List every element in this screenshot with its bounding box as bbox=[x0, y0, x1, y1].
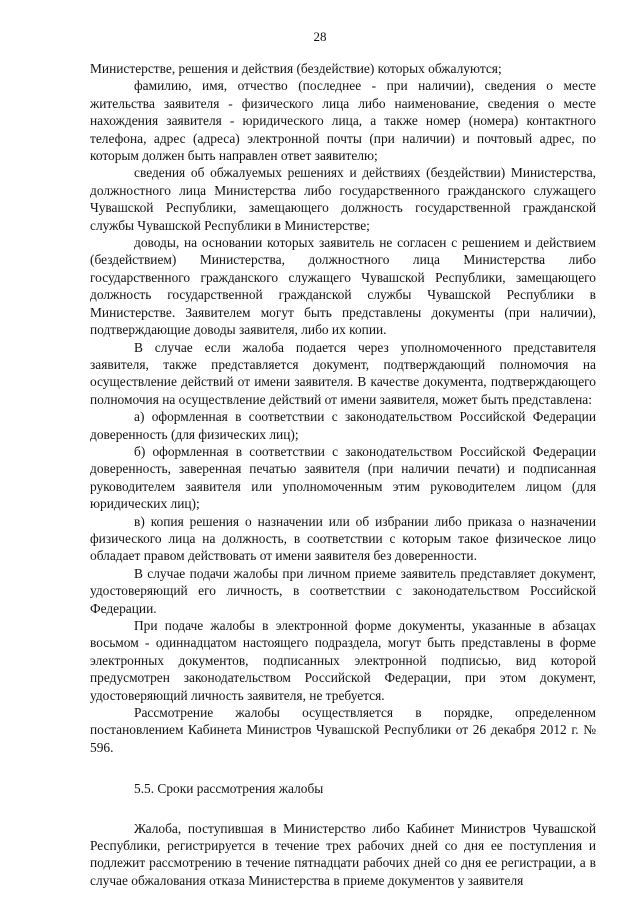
paragraph: в) копия решения о назначении или об избрании либо приказа о назначении физического лица на должность, в соответствии с которым такое физическое лицо обладает правом действовать от имени заявителя без доверенности. bbox=[90, 513, 596, 564]
paragraph: Министерстве, решения и действия (бездействие) которых обжалуются; bbox=[90, 61, 502, 76]
paragraph: Рассмотрение жалобы осуществляется в порядке, определенном постановлением Кабинета Министров Чувашской Республики от 26 декабря 2012 г. № 596. bbox=[90, 705, 596, 755]
page-content bbox=[90, 60, 596, 889]
paragraph: б) оформленная в соответствии с законодательством Российской Федерации доверенность, заверенная печатью заявителя (при наличии печати) и подписанная руководителем заявителя или уполномоченным этим руководителем лицом (для юридических лиц); bbox=[90, 443, 596, 512]
paragraph: При подаче жалобы в электронной форме документы, указанные в абзацах восьмом - одиннадцатом настоящего подраздела, могут быть представлены в форме электронных документов, подписанных электронной подписью, вид которой предусмотрен законодательством Российской Федерации, при этом документ, удостоверяющий личность заявителя, не требуется. bbox=[90, 618, 596, 703]
paragraph: сведения об обжалуемых решениях и действиях (бездействии) Министерства, должностного лица Министерства либо государственного гражданского служащего Чувашской Республики, замещающего должность государственной гражданской службы Чувашской Республики в Министерстве; bbox=[90, 165, 596, 233]
section-heading: 5.5. Сроки рассмотрения жалобы bbox=[134, 781, 324, 797]
final-paragraph: Жалоба, поступившая в Министерство либо Кабинет Министров Чувашской Республики, регистрируется в течение трех рабочих дней со дня ее поступления и подлежит рассмотрению в течение пятнадцати рабочих дней со дня ее регистрации, а в случае обжалования отказа Министерства в приеме документов у заявителя bbox=[90, 820, 596, 888]
paragraph: фамилию, имя, отчество (последнее - при наличии), сведения о месте жительства заявителя - физического лица либо наименование, сведения о месте нахождения заявителя - юридического лица, а также номер (номера) контактного телефона, адрес (адреса) электронной почты (при наличии) и почтовый адрес, по которым должен быть направлен ответ заявителю; bbox=[90, 78, 596, 164]
paragraph: В случае подачи жалобы при личном приеме заявитель представляет документ, удостоверяющий его личность, в соответствии с законодательством Российской Федерации. bbox=[90, 565, 596, 616]
paragraph: а) оформленная в соответствии с законодательством Российской Федерации доверенность (для физических лиц); bbox=[90, 409, 596, 442]
paragraph-list bbox=[90, 60, 596, 756]
paragraph: доводы, на основании которых заявитель не согласен с решением и действием (бездействием) Министерства, должностного лица Министерства либо государственного гражданского служащего Чувашской Республики, замещающего должность государственной гражданской службы Чувашской Республики в Министерстве. Заявителем могут быть представлены документы (при наличии), подтверждающие доводы заявителя, либо их копии. bbox=[90, 235, 596, 338]
page-number: 28 bbox=[313, 29, 327, 44]
paragraph: В случае если жалоба подается через уполномоченного представителя заявителя, также представляется документ, подтверждающий полномочия на осуществление действий от имени заявителя. В качестве документа, подтверждающего полномочия на осуществление действий от имени заявителя, может быть представлена: bbox=[90, 339, 596, 407]
